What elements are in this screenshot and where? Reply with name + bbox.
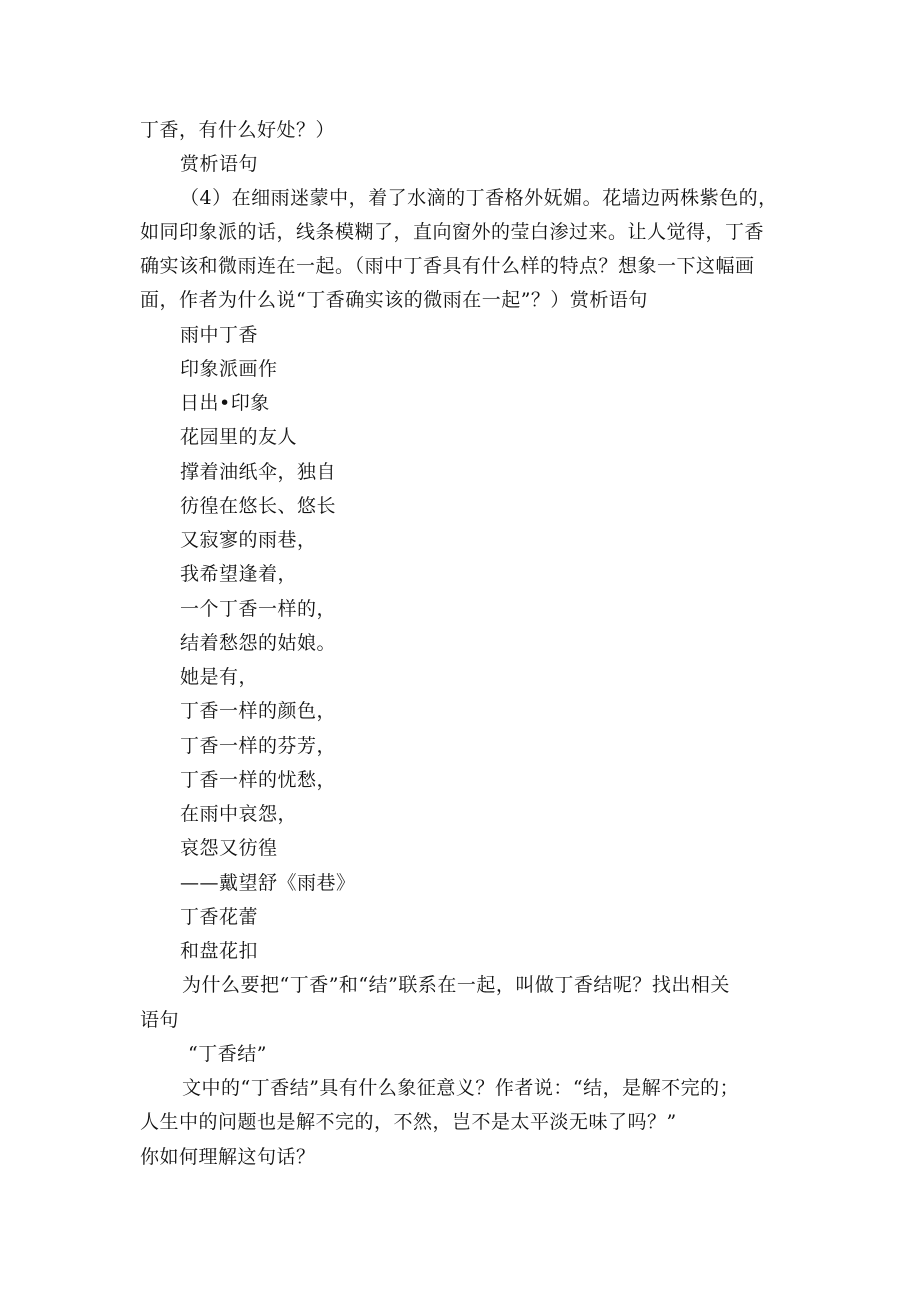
text-line: 丁香，有什么好处？）	[140, 119, 336, 141]
text-line: 如同印象派的话，线条模糊了，直向窗外的莹白渗过来。让人觉得，丁香	[140, 221, 765, 243]
text-line: 雨中丁香	[180, 324, 259, 346]
text-line: 结着愁怨的姑娘。	[180, 632, 337, 654]
text-line: 印象派画作	[180, 358, 278, 380]
text-line: 和盘花扣	[180, 940, 259, 962]
text-line: 人生中的问题也是解不完的，不然，岂不是太平淡无味了吗？”	[140, 1111, 677, 1133]
text-line: 你如何理解这句话？	[140, 1146, 316, 1168]
text-line: 丁香一样的芬芳，	[180, 735, 337, 757]
text-line: 日出•印象	[180, 392, 270, 414]
text-line: 语句	[140, 1009, 180, 1031]
text-line: 面，作者为什么说“丁香确实该的微雨在一起”？）赏析语句	[140, 289, 648, 311]
text-line: 丁香一样的颜色，	[180, 700, 337, 722]
text-line: 又寂寥的雨巷，	[180, 529, 317, 551]
text-line: 赏析语句	[180, 153, 259, 175]
text-line: 在雨中哀怨，	[180, 803, 298, 825]
text-line: 撑着油纸伞，独自	[180, 461, 337, 483]
text-line: 丁香花蕾	[180, 906, 259, 928]
text-line: 确实该和微雨连在一起。（雨中丁香具有什么样的特点？想象一下这幅画	[140, 255, 755, 277]
text-line: 丁香一样的忧愁，	[180, 769, 337, 791]
text-line: （4）在细雨迷蒙中，着了水滴的丁香格外妩媚。花墙边两株紫色的，	[180, 187, 778, 209]
text-line: 为什么要把“丁香”和“结”联系在一起，叫做丁香结呢？找出相关	[182, 974, 730, 996]
text-line: 哀怨又彷徨	[180, 837, 278, 859]
text-line: 文中的“丁香结”具有什么象征意义？作者说：“结，是解不完的；	[182, 1077, 740, 1099]
text-line: “丁香结”	[188, 1043, 267, 1065]
text-line: 花园里的友人	[180, 426, 298, 448]
text-line: 她是有，	[180, 666, 259, 688]
text-line: 我希望逢着，	[180, 563, 298, 585]
text-line: 彷徨在悠长、悠长	[180, 495, 337, 517]
text-line: 一个丁香一样的，	[180, 598, 337, 620]
text-line: ——戴望舒《雨巷》	[180, 872, 356, 894]
